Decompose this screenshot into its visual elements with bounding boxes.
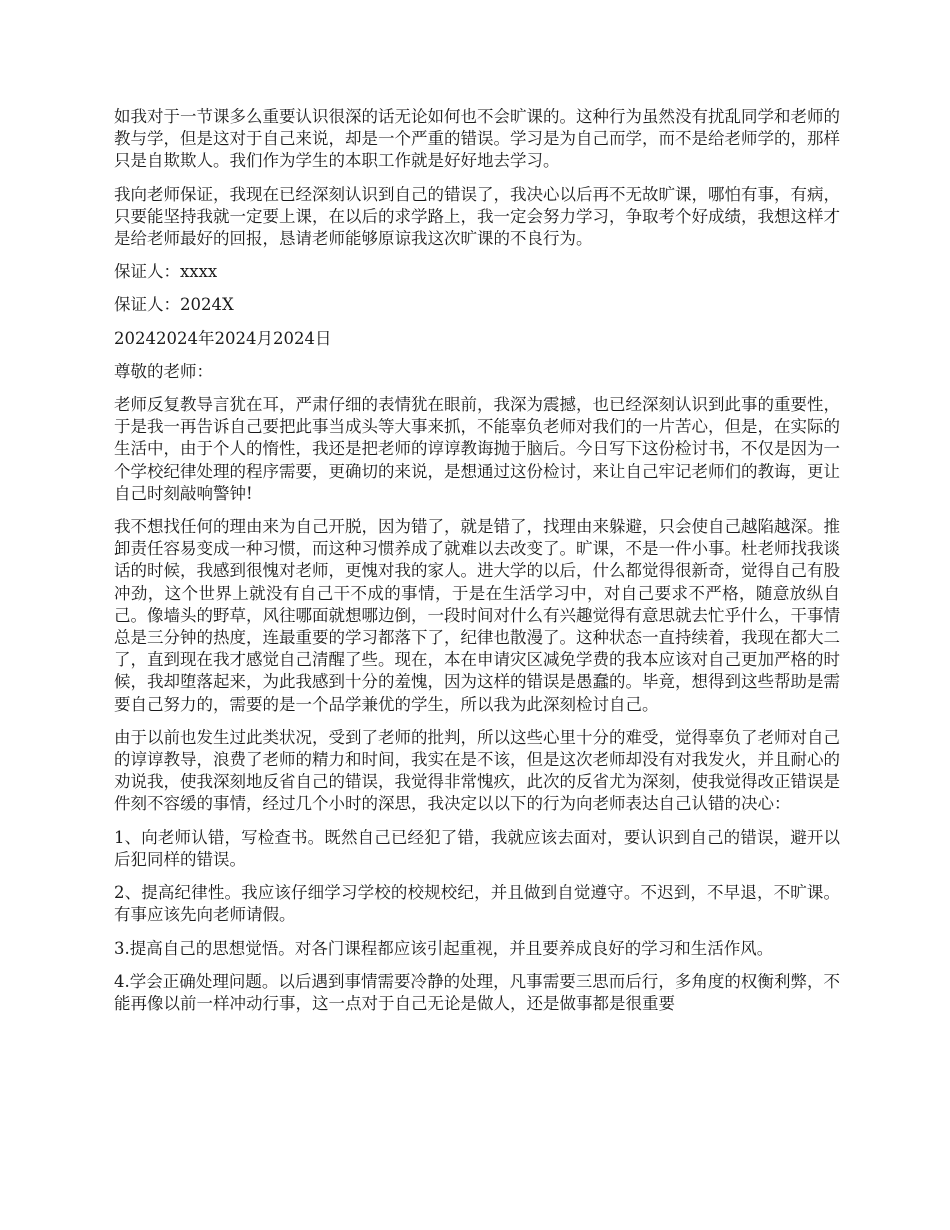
salutation: 尊敬的老师： — [114, 361, 213, 381]
guarantor-line-1: 保证人：xxxx — [114, 262, 218, 282]
date-line: 20242024年2024月2024日 — [114, 328, 332, 348]
paragraph-reflection: 我不想找任何的理由来为自己开脱，因为错了，就是错了，找理由来躲避，只会使自己越陷越深。推卸责任容易变成一种习惯，而这种习惯养成了就难以去改变了。旷课，不是一件小事。杜老师找我谈话的时候，我感到很愧对老师，更愧对我的家人。进大学的以后，什么都觉得很新奇，觉得自己有股冲劲，这个世界上就没有自己干不成的事情，于是在生活学习中，对自己要求不严格，随意放纵自己。像墙头的野草，风往哪面就想哪边倒，一段时间对什么有兴趣觉得有意思就去忙乎什么，干事情总是三分钟的热度，连最重要的学习都落下了，纪律也散漫了。这种状态一直持续着，我现在都大二了，直到现在我才感觉自己清醒了些。现在，本在申请灾区减免学费的我本应该对自己更加严格的时候，我却堕落起来，为此我感到十分的羞愧，因为这样的错误是愚蠢的。毕竟，想得到这些帮助是需要自己努力的，需要的是一个品学兼优的学生，所以我为此深刻检讨自己。 — [114, 517, 840, 714]
paragraph-intro: 如我对于一节课多么重要认识很深的话无论如何也不会旷课的。这种行为虽然没有扰乱同学和老师的教与学，但是这对于自己来说，却是一个严重的错误。学习是为自己而学，而不是给老师学的，那样只是自欺欺人。我们作为学生的本职工作就是好好地去学习。 — [114, 107, 840, 171]
paragraph-teaching: 老师反复教导言犹在耳，严肃仔细的表情犹在眼前，我深为震撼，也已经深刻认识到此事的重要性，于是我一再告诉自己要把此事当成头等大事来抓，不能辜负老师对我们的一片苦心，但是，在实际的生活中，由于个人的惰性，我还是把老师的谆谆教诲抛于脑后。今日写下这份检讨书，不仅是因为一个学校纪律处理的程序需要，更确切的来说，是想通过这份检讨，来让自己牢记老师们的教诲，更让自己时刻敲响警钟! — [114, 395, 840, 503]
list-item-2: 2、提高纪律性。我应该仔细学习学校的校规校纪，并且做到自觉遵守。不迟到，不早退，不旷课。有事应该先向老师请假。 — [114, 883, 840, 925]
guarantor-line-2: 保证人：2024X — [114, 295, 234, 315]
paragraph-resolve: 由于以前也发生过此类状况，受到了老师的批判，所以这些心里十分的难受，觉得辜负了老师对自己的谆谆教导，浪费了老师的精力和时间，我实在是不该，但是这次老师却没有对我发火，并且耐心的劝说我，使我深刻地反省自己的错误，我觉得非常愧疚，此次的反省尤为深刻，使我觉得改正错误是件刻不容缓的事情，经过几个小时的深思，我决定以以下的行为向老师表达自己认错的决心： — [114, 727, 840, 814]
list-item-4: 4.学会正确处理问题。以后遇到事情需要冷静的处理，凡事需要三思而后行，多角度的权衡利弊，不能再像以前一样冲动行事，这一点对于自己无论是做人，还是做事都是很重要 — [114, 971, 840, 1013]
paragraph-pledge: 我向老师保证，我现在已经深刻认识到自己的错误了，我决心以后再不无故旷课，哪怕有事，有病，只要能坚持我就一定要上课，在以后的求学路上，我一定会努力学习，争取考个好成绩，我想这样才是给老师最好的回报，恳请老师能够原谅我这次旷课的不良行为。 — [114, 184, 840, 249]
document-body — [114, 106, 840, 1026]
list-item-1: 1、向老师认错，写检查书。既然自己已经犯了错，我就应该去面对，要认识到自己的错误，避开以后犯同样的错误。 — [114, 827, 840, 869]
list-item-3: 3.提高自己的思想觉悟。对各门课程都应该引起重视，并且要养成良好的学习和生活作风。 — [114, 938, 774, 958]
